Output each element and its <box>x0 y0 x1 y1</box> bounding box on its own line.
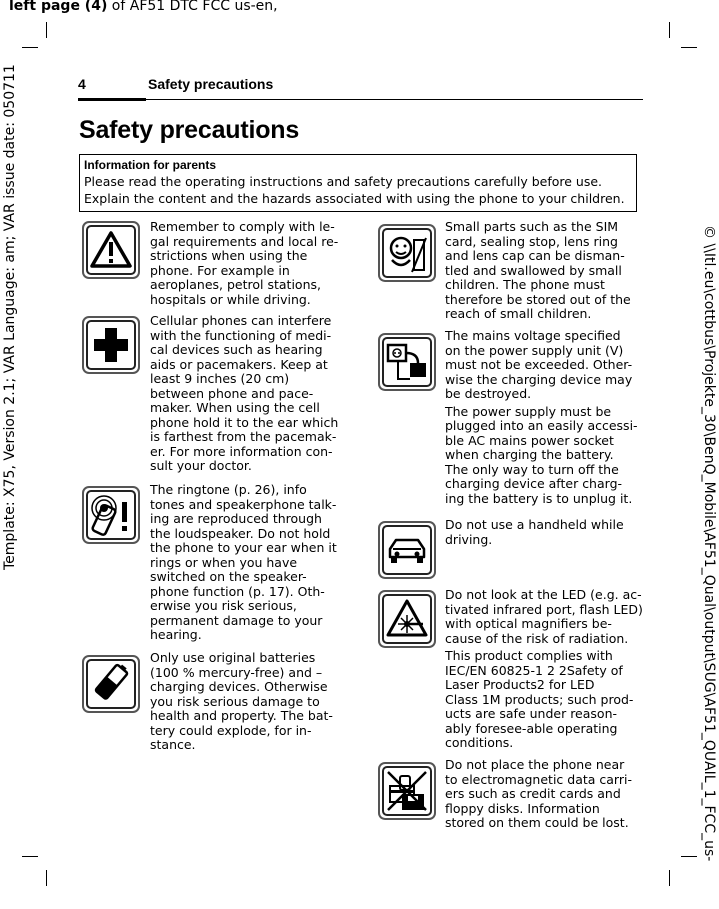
loud-phone-icon <box>82 486 140 544</box>
safety-item <box>445 329 645 509</box>
safety-item <box>445 518 645 550</box>
top-slug <box>9 0 278 14</box>
safety-item <box>150 483 350 646</box>
slug-page-label: left page (4) <box>9 0 108 14</box>
parents-info-box <box>79 154 637 212</box>
crop-mark <box>669 870 670 886</box>
item-text: Cellular phones can interfere with the functioning of medi- cal devices such as hearing aids or pacemakers. Keep at least 9 inches (20 cm) between phone and pace- maker. When using the cell phone hold it to the ear which is farthest from the pacemak- er. For more information con- sult your doctor. <box>150 313 339 473</box>
header-rule <box>78 99 643 100</box>
crop-mark <box>46 870 47 886</box>
item-text: This product complies with IEC/EN 60825-1 2 2Safety of Laser Products2 for LED Class 1M products; such prod- ucts are safe under reason- ably foresee-able operating conditions. <box>445 648 634 750</box>
no-magnetic-cards-icon <box>378 762 436 820</box>
running-title: Safety precautions <box>148 76 274 92</box>
crop-mark <box>681 856 697 857</box>
car-icon <box>378 521 436 579</box>
parents-box-line: Please read the operating instructions and safety precautions carefully before use. <box>84 174 603 189</box>
crop-mark <box>22 856 38 857</box>
crop-mark <box>681 47 697 48</box>
safety-item <box>445 758 645 834</box>
item-text: The ringtone (p. 26), info tones and speakerphone talk- ing are reproduced through the loudspeaker. Do not hold the phone to your ear when it rings or when you have switched on the speaker- phone function (p. 17). Oth- erwise you risk serious, permanent damage to your hearing. <box>150 482 337 642</box>
page-title: Safety precautions <box>79 116 300 144</box>
template-info: Template: X75, Version 2.1; VAR Language: am; VAR issue date: 050711 <box>2 64 18 570</box>
warning-triangle-icon <box>82 221 140 279</box>
crop-mark <box>22 47 38 48</box>
page-number: 4 <box>78 76 86 92</box>
safety-item <box>445 588 645 754</box>
medical-cross-icon <box>82 316 140 374</box>
crop-mark <box>46 22 47 38</box>
safety-item <box>445 220 645 325</box>
safety-item <box>150 314 350 477</box>
left-slug <box>2 10 24 570</box>
child-small-parts-icon <box>378 224 436 282</box>
item-text: Small parts such as the SIM card, sealing stop, lens ring and lens cap can be disman- tled and swallowed by small children. The phone must therefore be stored out of the reach of small children. <box>445 219 631 321</box>
file-path: © \\Itl.eu\cottbus\Projekte_30\BenQ_Mobile\AF51_Qual\output\SUG\AF51_QUAIL_1_FCC_us- <box>701 225 717 862</box>
parents-box-title: Information for parents <box>84 158 217 172</box>
laser-warning-icon <box>378 590 436 648</box>
item-text: Do not place the phone near to electromagnetic data carri- ers such as credit cards and floppy disks. Information stored on them could be lost. <box>445 757 632 830</box>
crop-mark <box>669 22 670 38</box>
battery-icon <box>82 655 140 713</box>
safety-item <box>150 651 350 756</box>
item-text: Remember to comply with le- gal requirements and local re- strictions when using the phone. For example in aeroplanes, petrol stations, hospitals or while driving. <box>150 219 339 307</box>
right-slug <box>695 225 717 909</box>
safety-item <box>150 220 350 310</box>
running-header <box>78 76 643 102</box>
slug-document-name: of AF51 DTC FCC us-en, <box>107 0 278 14</box>
parents-box-line: Explain the content and the hazards associated with using the phone to your children. <box>84 191 625 206</box>
mains-charger-icon <box>378 333 436 391</box>
item-text: Only use original batteries (100 % mercury-free) and – charging devices. Otherwise you risk serious damage to health and property. The bat- tery could explode, for in- stance. <box>150 650 333 752</box>
item-text: Do not look at the LED (e.g. ac- tivated infrared port, flash LED) with optical magnifiers be- cause of the risk of radiation. <box>445 587 643 646</box>
item-text: Do not use a handheld while driving. <box>445 517 624 547</box>
item-text: The power supply must be plugged into an easily accessi- ble AC mains power socket when charging the battery. The only way to turn off the charging device after charg- ing the battery is to unplug it. <box>445 403 638 506</box>
item-text: The mains voltage specified on the power supply unit (V) must not be exceeded. Other- wise the charging device may be destroyed. <box>445 328 633 401</box>
